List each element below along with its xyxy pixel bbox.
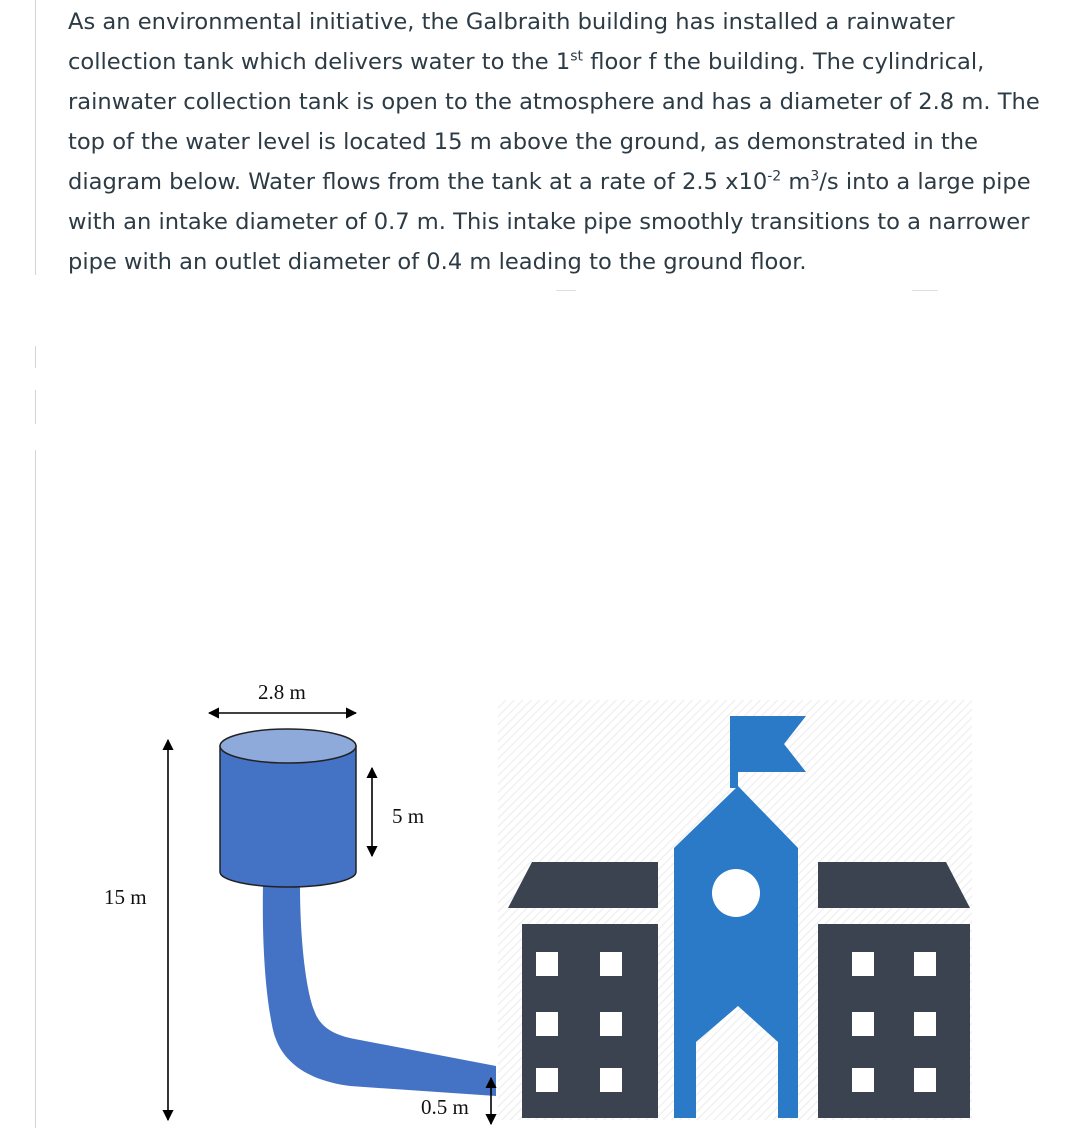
window [914,1012,936,1036]
window [852,1012,874,1036]
flagpole [730,716,738,788]
window [914,1068,936,1092]
window [600,1068,622,1092]
left-roof [508,862,658,908]
window [536,1068,558,1092]
window [600,1012,622,1036]
tank-diameter-label: 2.8 m [258,680,306,704]
problem-statement: As an environmental initiative, the Galbraith building has installed a rainwater collection tank which delivers water to the 1st floor f the building. The cylindrical, rainwater collection tank is open to the atmosphere and has a diameter of 2.8 m. The top of the water level is located 15 m above the ground, as demonstrated in the diagram below. Water flows from the tank at a rate of 2.5 $x10^{-2}$ $m^3/s$ into a large pipe with an intake diameter of 0.7 m. This intake pipe smoothly transitions to a narrower pipe with an outlet diameter of 0.4 m leading to the ground floor. [68,9,1040,275]
window [600,952,622,976]
pipe [263,885,496,1096]
window [852,952,874,976]
window [914,952,936,976]
right-wing [818,924,970,1118]
rainwater-tank [220,729,356,887]
total-height-label: 15 m [104,885,147,909]
window [536,1012,558,1036]
right-roof [818,862,970,908]
window [536,952,558,976]
tank-height-label: 5 m [392,804,425,828]
round-window [712,869,760,917]
outlet-height-label: 0.5 m [421,1095,469,1119]
window [852,1068,874,1092]
